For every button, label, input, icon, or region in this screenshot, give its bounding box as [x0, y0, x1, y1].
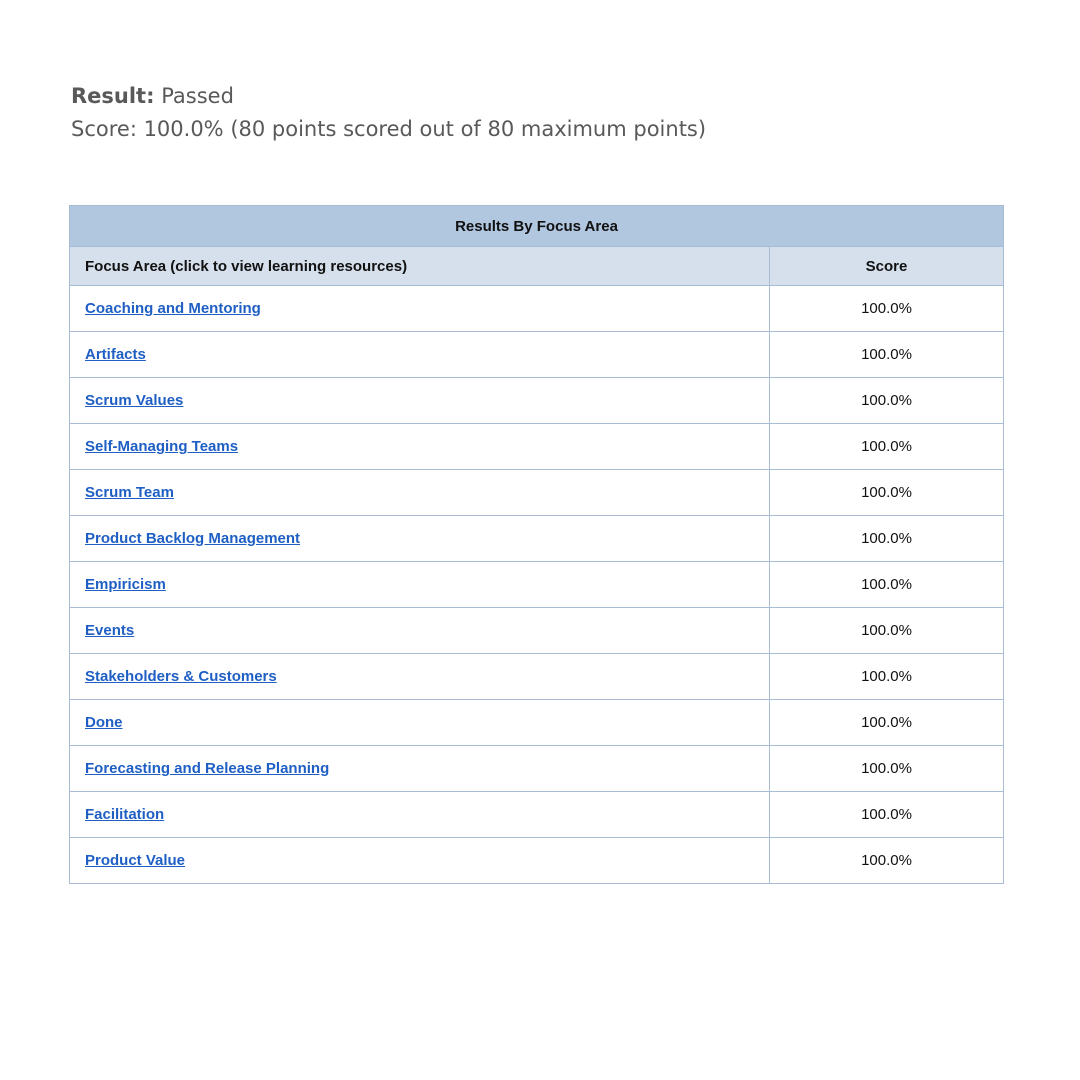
focus-area-cell: [70, 378, 770, 424]
score-cell: 100.0%: [770, 838, 1004, 884]
results-table: [69, 205, 1004, 884]
result-summary: [71, 80, 706, 146]
table-row: [70, 424, 1004, 470]
focus-area-link[interactable]: Artifacts: [85, 346, 146, 363]
table-row: [70, 746, 1004, 792]
table-header-row: [70, 247, 1004, 286]
focus-area-cell: [70, 562, 770, 608]
score-cell: 100.0%: [770, 332, 1004, 378]
table-row: [70, 838, 1004, 884]
column-header-focus-area: Focus Area (click to view learning resources): [70, 247, 770, 286]
score-cell: 100.0%: [770, 608, 1004, 654]
table-row: [70, 470, 1004, 516]
focus-area-link[interactable]: Facilitation: [85, 806, 165, 823]
focus-area-link[interactable]: Empiricism: [85, 576, 166, 593]
column-header-score: Score: [770, 247, 1004, 286]
result-line: [71, 80, 706, 113]
table-caption: Results By Focus Area: [70, 206, 1004, 247]
score-cell: 100.0%: [770, 562, 1004, 608]
table-row: [70, 332, 1004, 378]
focus-area-link[interactable]: Stakeholders & Customers: [85, 668, 277, 685]
focus-area-link[interactable]: Self-Managing Teams: [85, 438, 239, 455]
score-cell: 100.0%: [770, 424, 1004, 470]
score-cell: 100.0%: [770, 286, 1004, 332]
table-row: [70, 562, 1004, 608]
score-line: Score: 100.0% (80 points scored out of 80 maximum points): [71, 117, 707, 141]
focus-area-cell: [70, 424, 770, 470]
focus-area-link[interactable]: Coaching and Mentoring: [85, 300, 261, 317]
result-value: Passed: [161, 84, 234, 108]
table-row: [70, 286, 1004, 332]
score-cell: 100.0%: [770, 792, 1004, 838]
score-cell: 100.0%: [770, 654, 1004, 700]
score-cell: 100.0%: [770, 470, 1004, 516]
focus-area-link[interactable]: Scrum Values: [85, 392, 184, 409]
focus-area-cell: [70, 516, 770, 562]
focus-area-link[interactable]: Events: [85, 622, 135, 639]
table-row: [70, 792, 1004, 838]
score-cell: 100.0%: [770, 516, 1004, 562]
score-cell: 100.0%: [770, 700, 1004, 746]
focus-area-link[interactable]: Done: [85, 714, 123, 731]
focus-area-link[interactable]: Forecasting and Release Planning: [85, 760, 330, 777]
focus-area-link[interactable]: Scrum Team: [85, 484, 174, 501]
focus-area-cell: [70, 746, 770, 792]
table-row: [70, 654, 1004, 700]
focus-area-cell: [70, 654, 770, 700]
table-row: [70, 700, 1004, 746]
table-caption-row: [70, 206, 1004, 247]
table-row: [70, 516, 1004, 562]
focus-area-link[interactable]: Product Value: [85, 852, 186, 869]
focus-area-cell: [70, 470, 770, 516]
focus-area-cell: [70, 286, 770, 332]
result-label: Result:: [71, 84, 155, 108]
focus-area-link[interactable]: Product Backlog Management: [85, 530, 301, 547]
table-row: [70, 608, 1004, 654]
focus-area-cell: [70, 332, 770, 378]
focus-area-cell: [70, 792, 770, 838]
focus-area-cell: [70, 608, 770, 654]
focus-area-cell: [70, 838, 770, 884]
table-row: [70, 378, 1004, 424]
focus-area-cell: [70, 700, 770, 746]
score-cell: 100.0%: [770, 378, 1004, 424]
score-cell: 100.0%: [770, 746, 1004, 792]
